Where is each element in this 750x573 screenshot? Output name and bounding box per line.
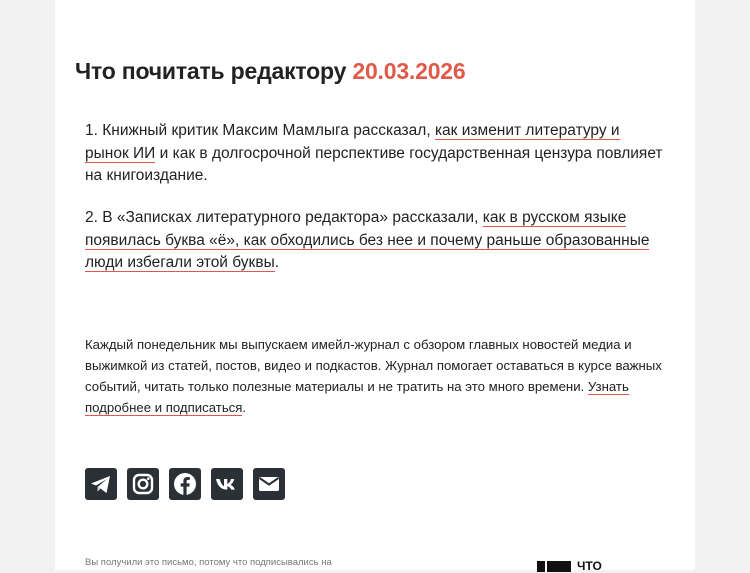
item-text-suffix: . bbox=[274, 254, 280, 271]
about-text: Каждый понедельник мы выпускаем имейл-журнал с обзором главных новостей медиа и выжимкой из статей, постов, видео и подкастов. Журнал помогает оставаться в курсе важных событий, читать только полезные материалы и не тратить на это много времени. bbox=[85, 337, 662, 394]
social-links bbox=[85, 468, 285, 500]
email-sheet bbox=[55, 0, 695, 573]
title-text: Что почитать редактору bbox=[75, 58, 347, 84]
logo-text: ЧТО bbox=[577, 559, 602, 573]
brand-logo bbox=[537, 559, 602, 573]
about-suffix: . bbox=[242, 400, 247, 415]
telegram-icon[interactable] bbox=[85, 468, 117, 500]
item-link[interactable]: как в русском языке появилась буква «ё», как обходились без нее и почему раньше образованные люди избегали этой буквы bbox=[85, 209, 650, 271]
instagram-icon[interactable] bbox=[127, 468, 159, 500]
facebook-icon[interactable] bbox=[169, 468, 201, 500]
email-icon[interactable] bbox=[253, 468, 285, 500]
footer-note: Вы получили это письмо, потому что подписывались на bbox=[85, 557, 332, 568]
issue-date: 20.03.2026 bbox=[352, 58, 466, 84]
item-text-suffix: и как в долгосрочной перспективе государственная цензура повлияет на книгоиздание. bbox=[85, 144, 663, 184]
subscribe-link[interactable]: Узнать подробнее и подписаться bbox=[85, 379, 629, 415]
vk-icon[interactable] bbox=[211, 468, 243, 500]
item-text: 1. Книжный критик Максим Мамлыга рассказал, bbox=[85, 122, 435, 139]
about-paragraph bbox=[85, 334, 667, 418]
item-link[interactable]: как изменит литературу и рынок ИИ bbox=[85, 122, 620, 162]
list-item bbox=[85, 120, 665, 188]
list-item bbox=[85, 207, 665, 275]
page-title bbox=[75, 58, 466, 85]
item-text: 2. В «Записках литературного редактора» рассказали, bbox=[85, 209, 483, 226]
